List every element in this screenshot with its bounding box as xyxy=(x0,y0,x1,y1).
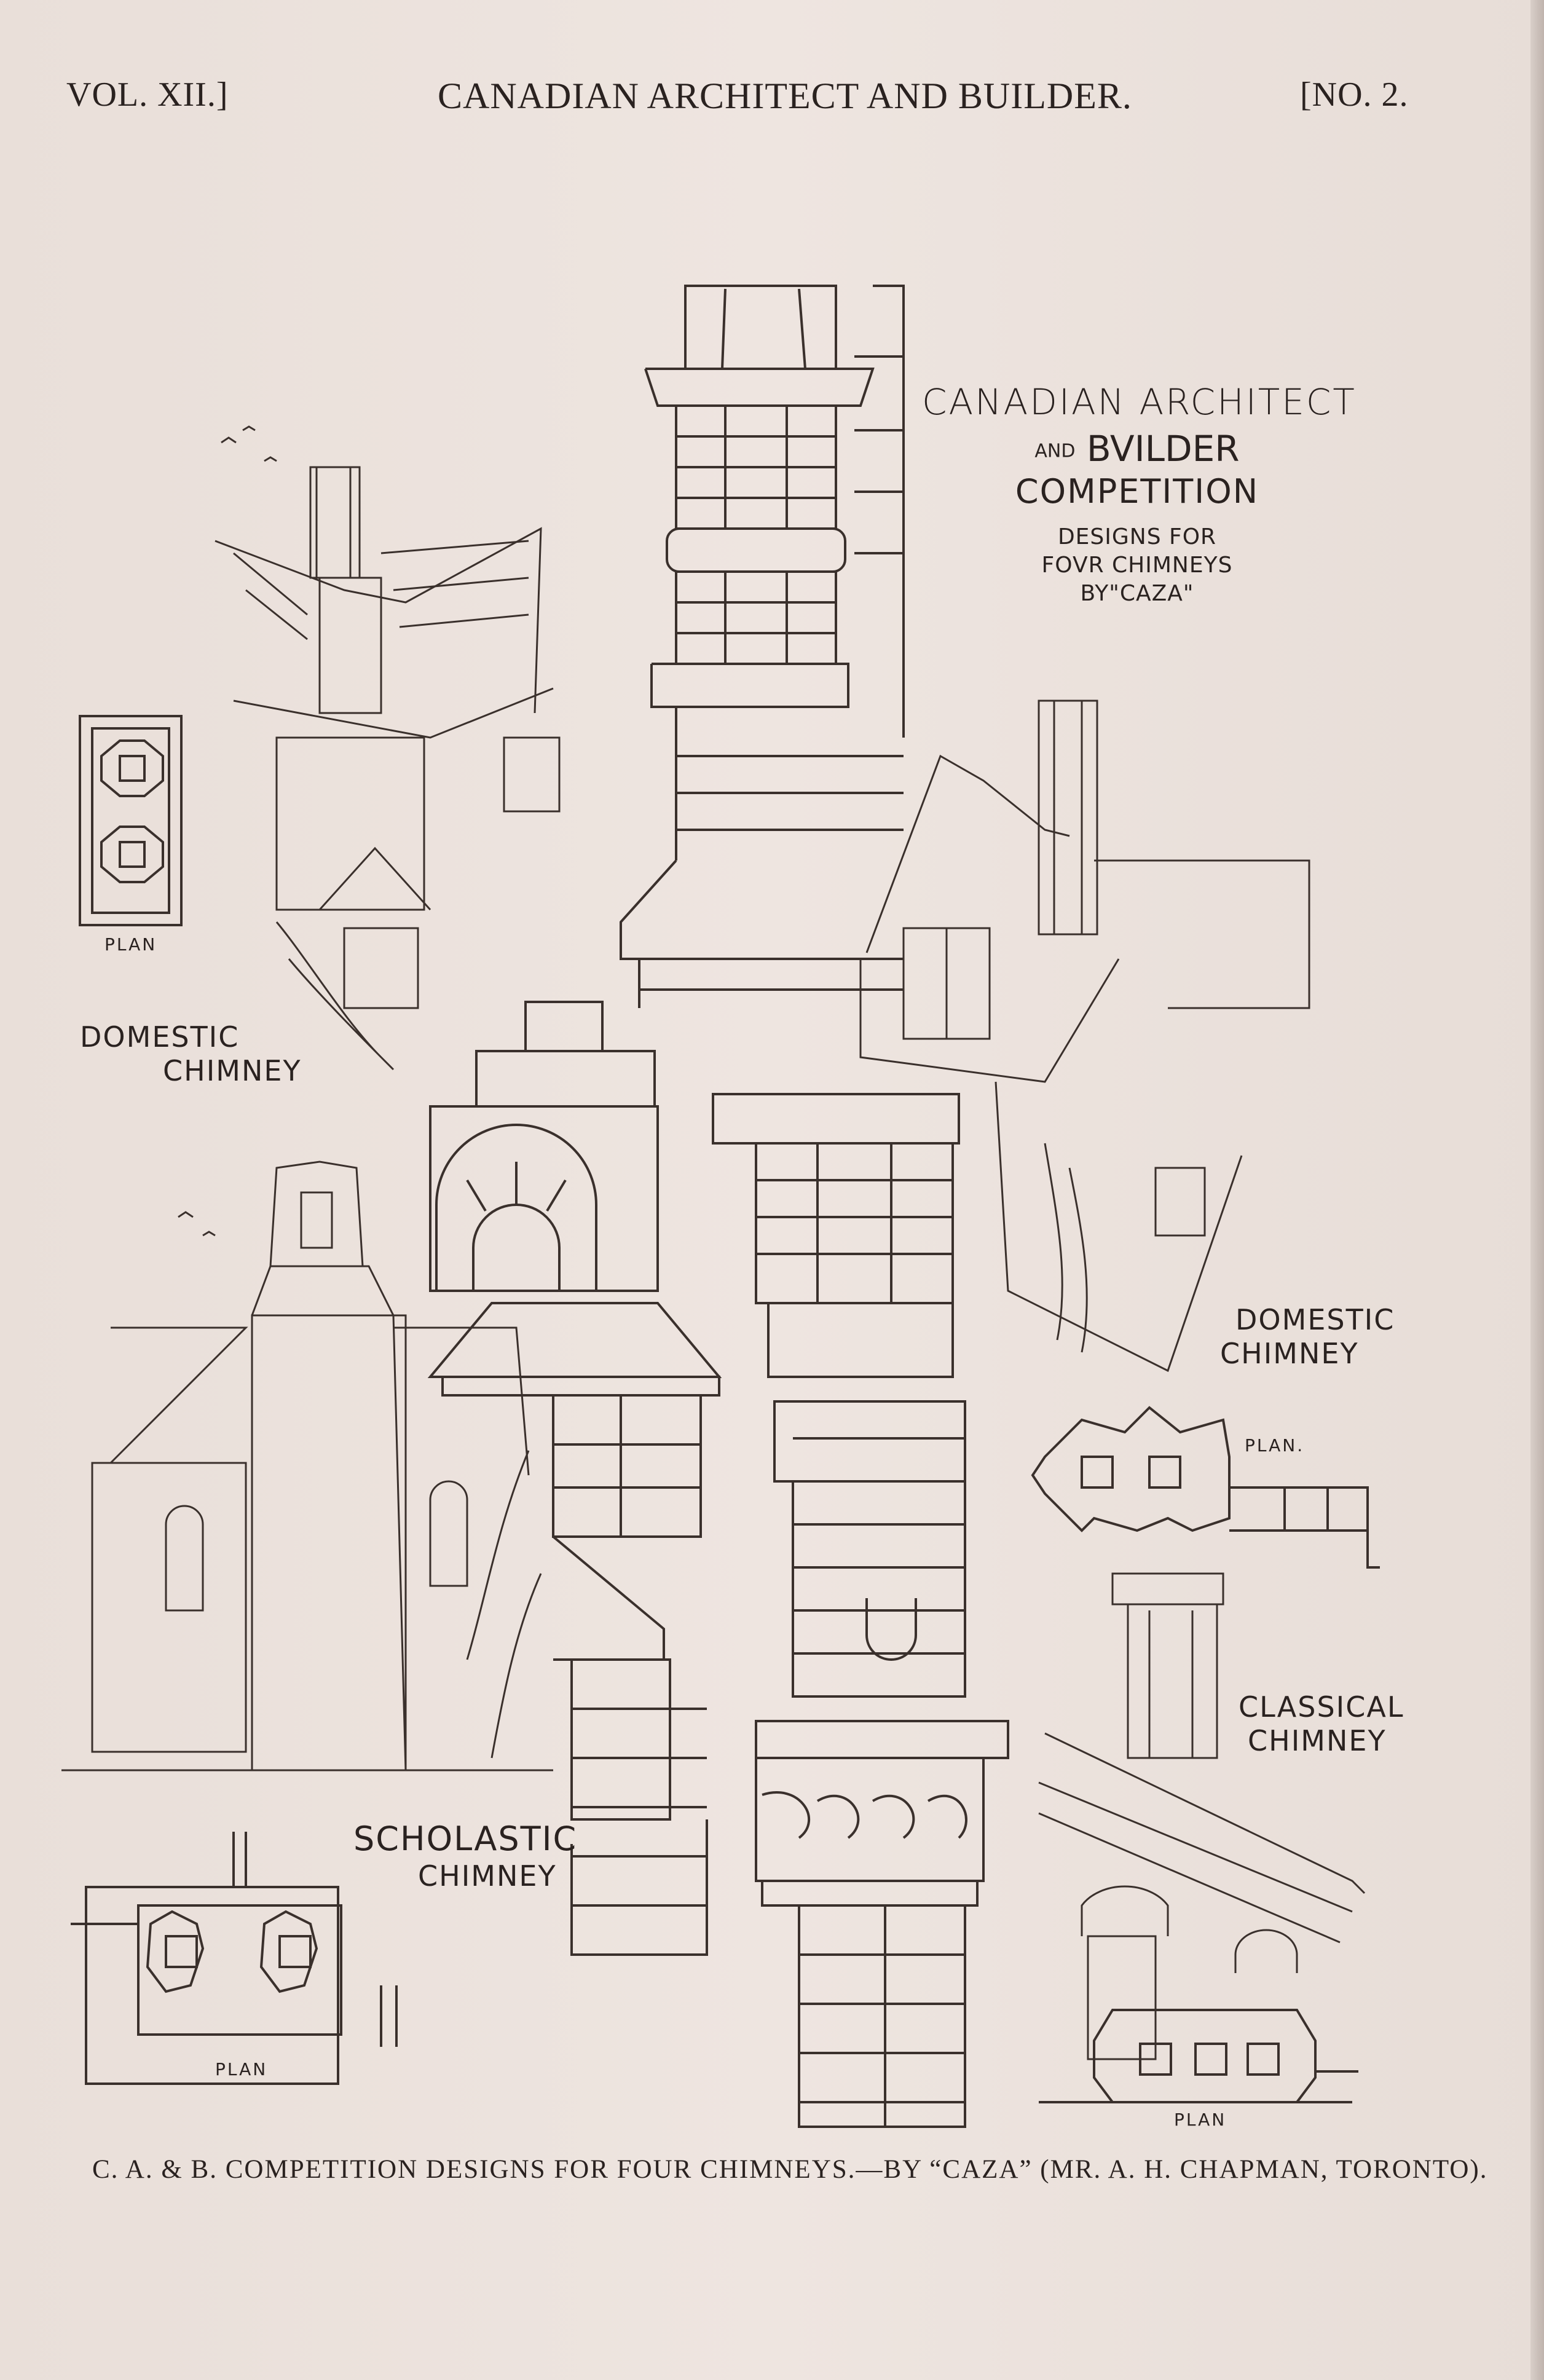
birds-decoration xyxy=(178,427,277,1235)
scholastic-chimney-label-b: CHIMNEY xyxy=(418,1859,557,1893)
domestic-chimney-1-label-b: CHIMNEY xyxy=(163,1054,302,1087)
domestic-chimney-2-label-a: DOMESTIC xyxy=(1235,1303,1395,1336)
title-line-3: COMPETITION xyxy=(1015,472,1259,511)
domestic-chimney-sketch-1 xyxy=(215,467,559,1070)
title-line-2 xyxy=(922,428,1352,470)
domestic-chimney-1-label-a: DOMESTIC xyxy=(80,1020,240,1054)
competition-title-block xyxy=(922,381,1357,608)
volume-label: VOL. XII.] xyxy=(66,76,229,114)
plan-2-label: PLAN. xyxy=(1245,1435,1305,1456)
title-line-5: FOVR CHIMNEYS xyxy=(1041,553,1233,578)
scholastic-chimney-label-a: SCHOLASTIC xyxy=(353,1819,578,1858)
journal-title: CANADIAN ARCHITECT AND BUILDER. xyxy=(438,76,1132,116)
issue-number: [NO. 2. xyxy=(1300,76,1409,114)
figure-caption: C. A. & B. COMPETITION DESIGNS FOR FOUR CHIMNEYS.—BY “CAZA” (MR. A. H. CHAPMAN, TORONTO). xyxy=(92,2155,1488,2184)
title-subtitle xyxy=(922,523,1352,608)
classical-chimney-label-b: CHIMNEY xyxy=(1248,1724,1387,1757)
classical-chimney-label-a: CLASSICAL xyxy=(1239,1690,1404,1724)
classical-chimney-sketch xyxy=(1039,1574,1365,2059)
plan-1-drawing xyxy=(80,716,181,925)
plan-4-label: PLAN xyxy=(1174,2110,1227,2130)
plan-2-drawing xyxy=(1033,1408,1380,1567)
title-line-2-main: BVILDER xyxy=(1086,428,1240,470)
scholastic-chimney-sketch xyxy=(61,1162,553,1770)
central-chimney-elevation-right xyxy=(713,1094,1008,2127)
domestic-chimney-2-label-b: CHIMNEY xyxy=(1220,1337,1359,1370)
title-line-1: CANADIAN ARCHITECT xyxy=(922,381,1357,423)
title-line-6: BY"CAZA" xyxy=(1080,581,1194,606)
central-chimney-elevation-top xyxy=(621,286,904,1008)
title-line-2-prefix: AND xyxy=(1034,440,1076,462)
plan-4-drawing xyxy=(1039,2010,1358,2102)
plan-3-drawing xyxy=(71,1832,396,2084)
domestic-chimney-sketch-2 xyxy=(861,701,1309,1371)
central-chimney-elevation-middle xyxy=(430,1002,719,1955)
plan-1-label: PLAN xyxy=(104,934,157,955)
title-line-4: DESIGNS FOR xyxy=(1057,524,1217,550)
plan-3-label: PLAN xyxy=(215,2059,268,2079)
